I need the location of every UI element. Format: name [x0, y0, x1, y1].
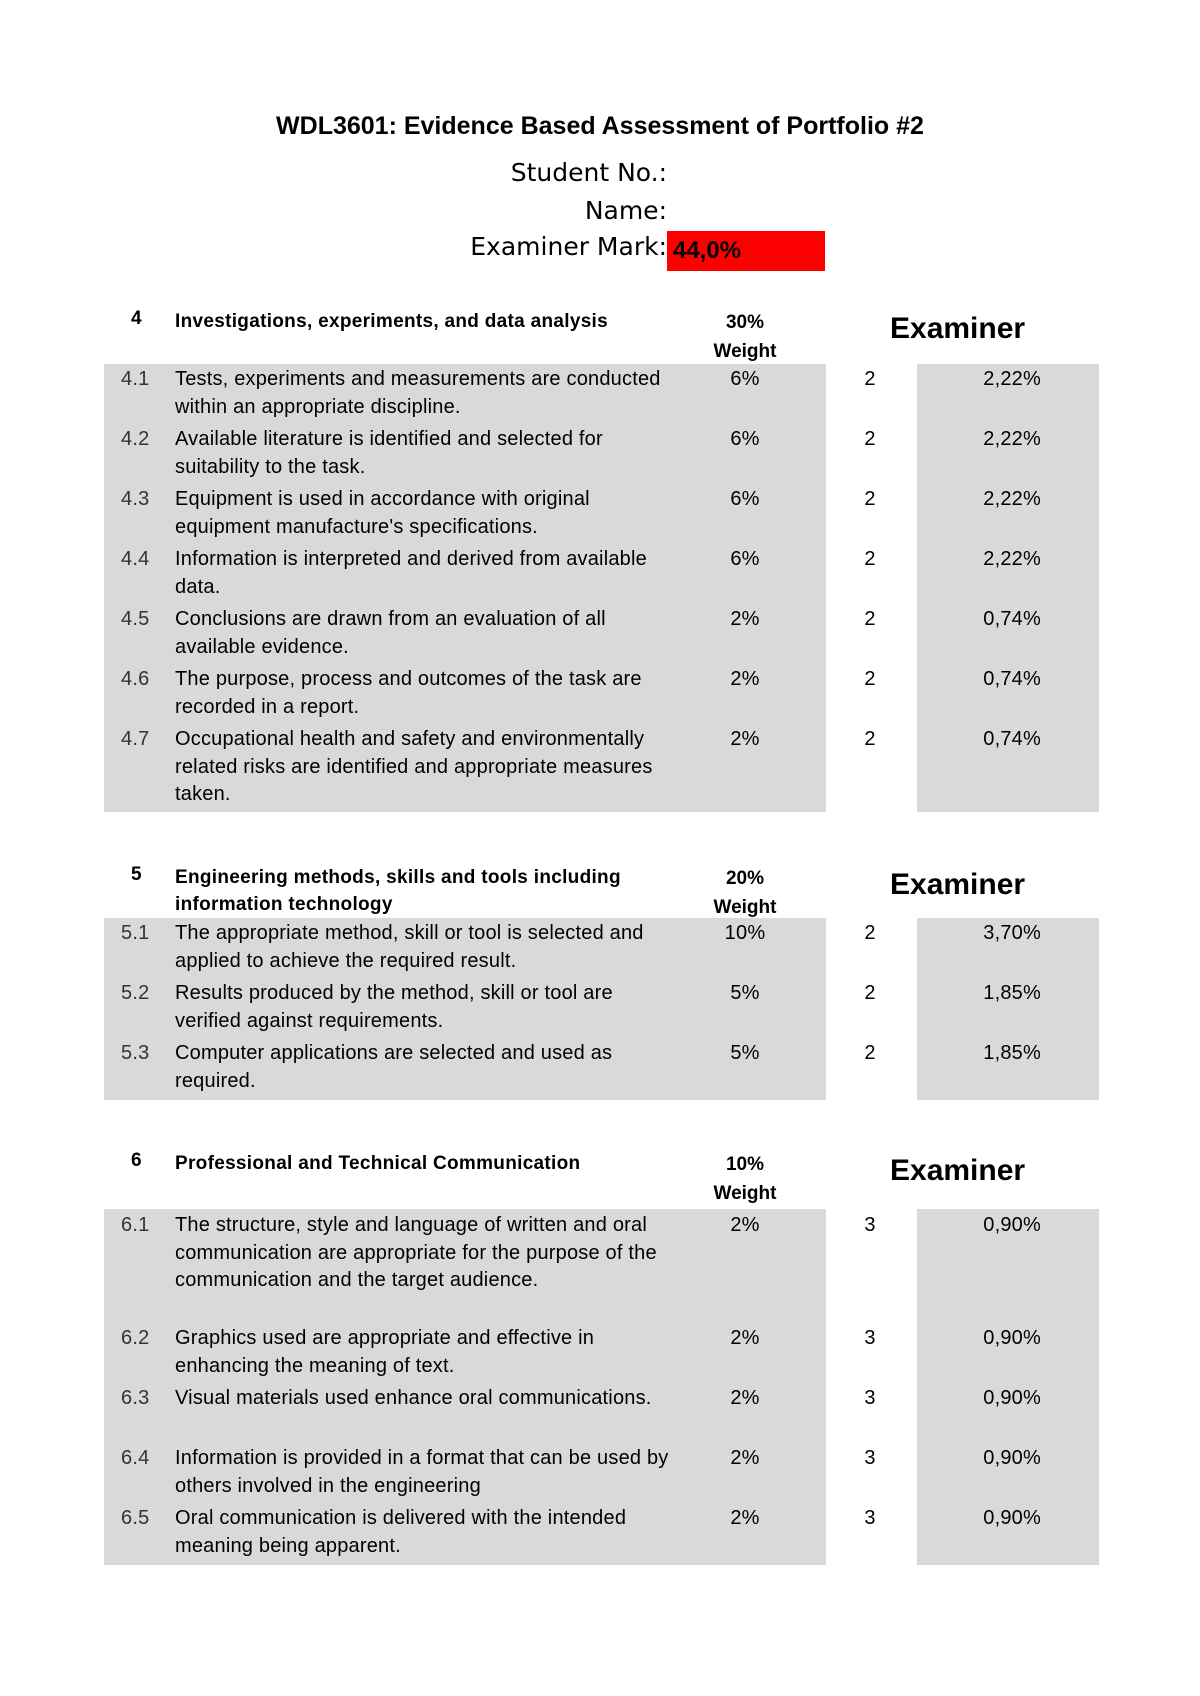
criterion-score: 2: [864, 608, 876, 630]
criterion-description: Graphics used are appropriate and effective in enhancing the meaning of text.: [175, 1327, 595, 1377]
table-row: [0, 1385, 1200, 1445]
criterion-description: Occupational health and safety and environmentally related risks are identified and appropriate measures taken.: [175, 728, 653, 805]
table-row: [0, 980, 1200, 1040]
criterion-number: 5.2: [121, 982, 150, 1004]
criterion-description: Results produced by the method, skill or tool are verified against requirements.: [175, 982, 613, 1032]
criterion-description: Information is interpreted and derived from available data.: [175, 548, 647, 598]
criterion-percent: 3,70%: [983, 922, 1041, 944]
criterion-percent: 0,74%: [983, 728, 1041, 750]
criterion-weight: 2%: [730, 1447, 760, 1469]
section-number: 4: [131, 308, 142, 329]
criterion-weight: 2%: [730, 1387, 760, 1409]
criterion-number: 5.3: [121, 1042, 150, 1064]
criterion-number: 6.5: [121, 1507, 150, 1529]
weight-percent: 10%: [725, 1154, 765, 1175]
criterion-number: 6.2: [121, 1327, 150, 1349]
table-row: [0, 1445, 1200, 1505]
criterion-description: Available literature is identified and selected for suitability to the task.: [175, 428, 603, 478]
criterion-weight: 6%: [730, 368, 760, 390]
table-row: [0, 426, 1200, 486]
criterion-percent: 0,90%: [983, 1214, 1041, 1236]
criterion-percent: 2,22%: [983, 428, 1041, 450]
criterion-score: 2: [864, 428, 876, 450]
table-row: [0, 666, 1200, 726]
table-row: [0, 1505, 1200, 1565]
weight-percent: 20%: [725, 868, 765, 889]
table-row: [0, 486, 1200, 546]
criterion-score: 2: [864, 668, 876, 690]
criterion-weight: 6%: [730, 488, 760, 510]
criterion-score: 3: [864, 1447, 876, 1469]
criterion-score: 2: [864, 728, 876, 750]
section-header: [0, 1150, 1200, 1214]
section-6: [0, 1150, 1200, 1557]
criterion-weight: 2%: [730, 1327, 760, 1349]
criterion-percent: 1,85%: [983, 982, 1041, 1004]
criterion-score: 3: [864, 1214, 876, 1236]
criterion-score: 2: [864, 1042, 876, 1064]
criterion-number: 4.5: [121, 608, 150, 630]
table-row: [0, 1212, 1200, 1325]
name-row: [0, 196, 1200, 232]
criterion-description: Conclusions are drawn from an evaluation of all available evidence.: [175, 608, 606, 658]
examiner-heading: Examiner: [890, 1154, 1026, 1187]
criterion-number: 4.4: [121, 548, 150, 570]
criterion-percent: 0,90%: [983, 1327, 1041, 1349]
criterion-percent: 2,22%: [983, 488, 1041, 510]
criterion-weight: 2%: [730, 608, 760, 630]
criterion-number: 4.3: [121, 488, 150, 510]
criterion-percent: 0,90%: [983, 1507, 1041, 1529]
name-label: Name:: [584, 196, 667, 225]
criterion-score: 2: [864, 548, 876, 570]
examiner-mark-label: Examiner Mark:: [470, 232, 667, 261]
student-no-row: [0, 158, 1200, 194]
examiner-mark-value: 44,0%: [667, 231, 825, 271]
section-4: [0, 308, 1200, 805]
page-title: WDL3601: Evidence Based Assessment of Portfolio #2: [276, 112, 924, 140]
table-row: [0, 1040, 1200, 1100]
criterion-description: Visual materials used enhance oral communications.: [175, 1387, 652, 1409]
criterion-percent: 1,85%: [983, 1042, 1041, 1064]
table-row: [0, 606, 1200, 666]
criterion-score: 3: [864, 1327, 876, 1349]
student-no-label: Student No.:: [510, 158, 667, 187]
criterion-description: Oral communication is delivered with the intended meaning being apparent.: [175, 1507, 627, 1557]
examiner-heading: Examiner: [890, 868, 1026, 901]
section-title: Engineering methods, skills and tools including information technology: [175, 867, 621, 915]
section-weight: [690, 1150, 800, 1208]
criterion-number: 6.3: [121, 1387, 150, 1409]
table-row: [0, 726, 1200, 812]
weight-label: Weight: [713, 341, 777, 362]
criterion-weight: 6%: [730, 548, 760, 570]
criterion-number: 4.1: [121, 368, 150, 390]
section-header: [0, 308, 1200, 372]
section-number: 6: [131, 1150, 142, 1171]
criterion-weight: 10%: [724, 922, 766, 944]
criterion-number: 4.7: [121, 728, 150, 750]
table-row: [0, 366, 1200, 426]
criterion-score: 3: [864, 1507, 876, 1529]
criterion-score: 2: [864, 982, 876, 1004]
criterion-description: The purpose, process and outcomes of the task are recorded in a report.: [175, 668, 642, 718]
criterion-percent: 0,74%: [983, 608, 1041, 630]
criterion-description: Equipment is used in accordance with original equipment manufacture's specifications.: [175, 488, 590, 538]
section-title: Professional and Technical Communication: [175, 1153, 581, 1174]
table-row: [0, 1325, 1200, 1385]
criterion-number: 6.1: [121, 1214, 150, 1236]
criterion-score: 2: [864, 368, 876, 390]
criterion-percent: 2,22%: [983, 368, 1041, 390]
weight-percent: 30%: [725, 312, 765, 333]
criterion-number: 4.2: [121, 428, 150, 450]
examiner-mark-row: [0, 232, 1200, 268]
criterion-weight: 2%: [730, 728, 760, 750]
criterion-weight: 2%: [730, 1507, 760, 1529]
weight-label: Weight: [713, 897, 777, 918]
table-row: [0, 546, 1200, 606]
criterion-description: The appropriate method, skill or tool is selected and applied to achieve the required result.: [175, 922, 644, 972]
criterion-number: 6.4: [121, 1447, 150, 1469]
criterion-weight: 6%: [730, 428, 760, 450]
criterion-description: The structure, style and language of written and oral communication are appropriate for the purpose of the communication and the target audience.: [175, 1214, 657, 1291]
section-title: Investigations, experiments, and data analysis: [175, 311, 609, 332]
criterion-score: 2: [864, 922, 876, 944]
examiner-heading: Examiner: [890, 312, 1026, 345]
criterion-percent: 2,22%: [983, 548, 1041, 570]
table-row: [0, 920, 1200, 980]
criterion-number: 5.1: [121, 922, 150, 944]
criterion-score: 3: [864, 1387, 876, 1409]
criterion-description: Computer applications are selected and used as required.: [175, 1042, 613, 1092]
criterion-description: Information is provided in a format that can be used by others involved in the engineering: [175, 1447, 669, 1497]
criterion-weight: 2%: [730, 1214, 760, 1236]
section-weight: [690, 864, 800, 922]
section-number: 5: [131, 864, 142, 885]
section-5: [0, 864, 1200, 1092]
criterion-percent: 0,74%: [983, 668, 1041, 690]
criterion-weight: 5%: [730, 982, 760, 1004]
section-weight: [690, 308, 800, 366]
criterion-weight: 5%: [730, 1042, 760, 1064]
criterion-number: 4.6: [121, 668, 150, 690]
criterion-percent: 0,90%: [983, 1387, 1041, 1409]
criterion-weight: 2%: [730, 668, 760, 690]
criterion-score: 2: [864, 488, 876, 510]
criterion-description: Tests, experiments and measurements are conducted within an appropriate discipline.: [175, 368, 661, 418]
criterion-percent: 0,90%: [983, 1447, 1041, 1469]
weight-label: Weight: [713, 1183, 777, 1204]
